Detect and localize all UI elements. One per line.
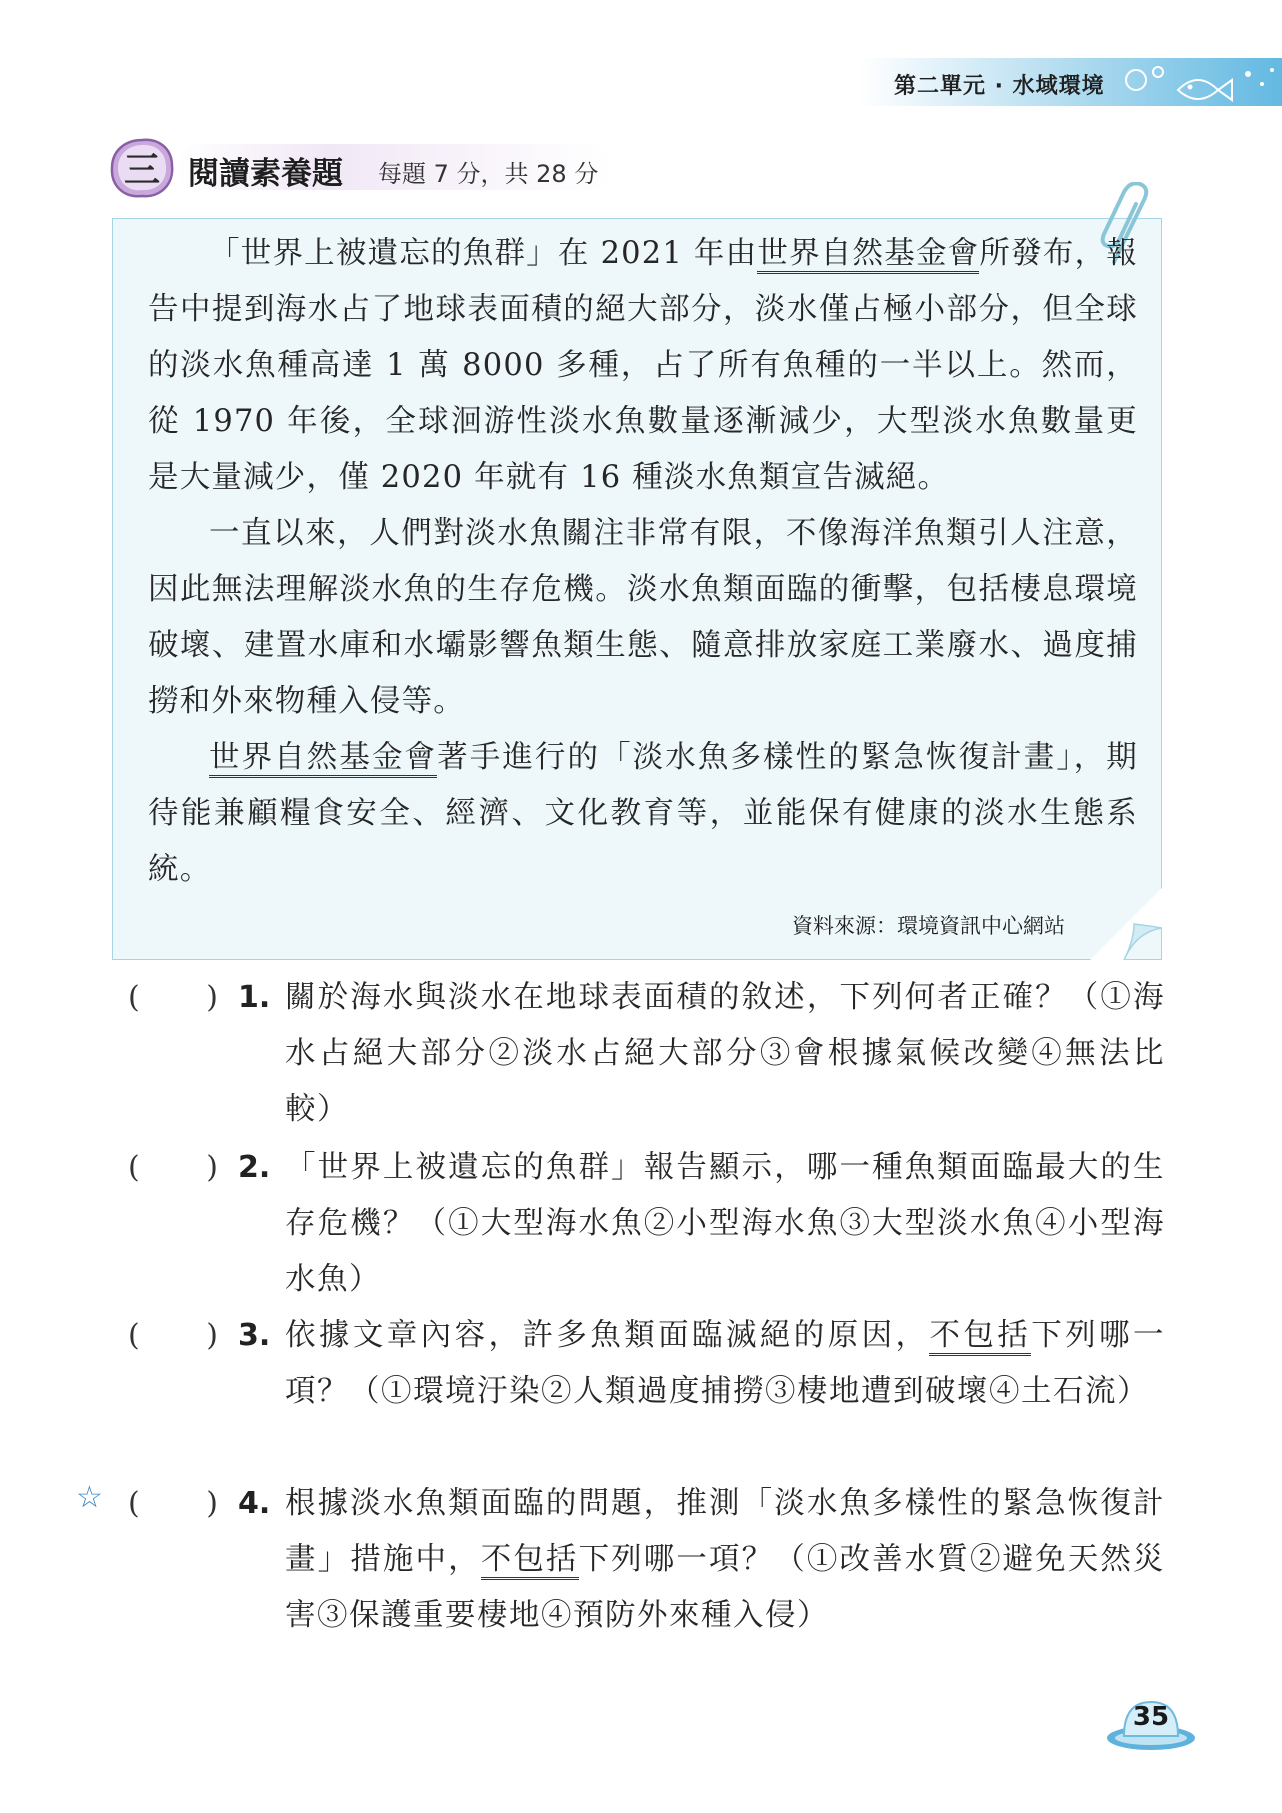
paren-right: ) <box>206 1318 218 1353</box>
passage-text: 著手進行的「淡水魚多樣性的緊急恢復計畫」，期待能兼顧糧食安全、經濟、文化教育等，並能保有健康的淡水生態系統。 <box>148 740 1138 887</box>
section-title: 閱讀素養題 <box>188 156 343 192</box>
question-emphasis: 不包括 <box>481 1542 579 1580</box>
answer-blank[interactable] <box>128 1308 218 1364</box>
paren-left: ( <box>128 1486 140 1521</box>
answer-blank[interactable] <box>128 1476 218 1532</box>
question-3 <box>0 1308 1282 1478</box>
unit-title: 第二單元 · 水域環境 <box>894 74 1105 99</box>
passage-paragraph-2: 一直以來，人們對淡水魚關注非常有限，不像海洋魚類引人注意，因此無法理解淡水魚的生存危機。淡水魚類面臨的衝擊，包括棲息環境破壞、建置水庫和水壩影響魚類生態、隨意排放家庭工業廢水、過度捕撈和外來物種入侵等。 <box>148 516 1138 719</box>
question-text-part: 根據淡水魚類面臨的問題，推測「淡水魚多樣性的緊急恢復計畫」措施中， <box>285 1486 1165 1577</box>
paren-right: ) <box>206 1150 218 1185</box>
paren-right: ) <box>206 980 218 1015</box>
answer-blank[interactable] <box>128 1140 218 1196</box>
page-curl-icon <box>1090 888 1162 960</box>
question-emphasis: 不包括 <box>929 1318 1031 1356</box>
question-number: 2. <box>238 1150 271 1185</box>
paren-left: ( <box>128 1150 140 1185</box>
question-text-part: 下列哪一項？（①環境汙染②人類過度捕撈③棲地遭到破壞④土石流） <box>285 1318 1166 1409</box>
paren-left: ( <box>128 1318 140 1353</box>
passage-paragraph-1 <box>148 226 1138 506</box>
answer-blank[interactable] <box>128 970 218 1026</box>
paren-right: ) <box>206 1486 218 1521</box>
question-4 <box>0 1476 1282 1646</box>
question-text <box>285 1308 1165 1420</box>
question-text <box>285 1476 1165 1644</box>
question-text-part: 下列哪一項？（①改善水質②避免天然災害③保護重要棲地④預防外來種入侵） <box>285 1542 1166 1633</box>
question-text: 關於海水與淡水在地球表面積的敘述，下列何者正確？（①海水占絕大部分②淡水占絕大部分③會根據氣候改變④無法比較） <box>285 980 1165 1127</box>
question-text: 「世界上被遺忘的魚群」報告顯示，哪一種魚類面臨最大的生存危機？（①大型海水魚②小型海水魚③大型淡水魚④小型海水魚） <box>285 1150 1165 1297</box>
question-1 <box>0 970 1282 1140</box>
star-icon: ☆ <box>76 1480 103 1515</box>
question-number: 4. <box>238 1486 271 1521</box>
question-number: 3. <box>238 1318 271 1353</box>
section-number: 三 <box>123 150 160 191</box>
passage-source: 資料來源：環境資訊中心網站 <box>792 914 1065 938</box>
paren-left: ( <box>128 980 140 1015</box>
organization-name: 世界自然基金會 <box>757 236 979 274</box>
fish-doodle-icon <box>1118 50 1282 118</box>
passage-text: 所發布，報告中提到海水占了地球表面積的絕大部分，淡水僅占極小部分，但全球的淡水魚種高達 1 萬 8000 多種，占了所有魚種的一半以上。然而，從 1970 年後，全球洄游性淡水魚數量逐漸減少，大型淡水魚數量更是大量減少，僅 2020 年就有 16 種淡水魚類宣告滅絕。 <box>148 236 1139 495</box>
passage-paragraph-3 <box>148 730 1138 898</box>
reading-passage <box>148 226 1138 898</box>
passage-text: 「世界上被遺忘的魚群」在 2021 年由 <box>209 236 758 271</box>
question-number: 1. <box>238 980 271 1015</box>
question-2 <box>0 1140 1282 1310</box>
section-score-note: 每題 7 分，共 28 分 <box>378 160 599 188</box>
question-text-part: 依據文章內容，許多魚類面臨滅絕的原因， <box>285 1318 930 1353</box>
page-number: 35 <box>1132 1702 1170 1732</box>
organization-name: 世界自然基金會 <box>209 740 437 778</box>
